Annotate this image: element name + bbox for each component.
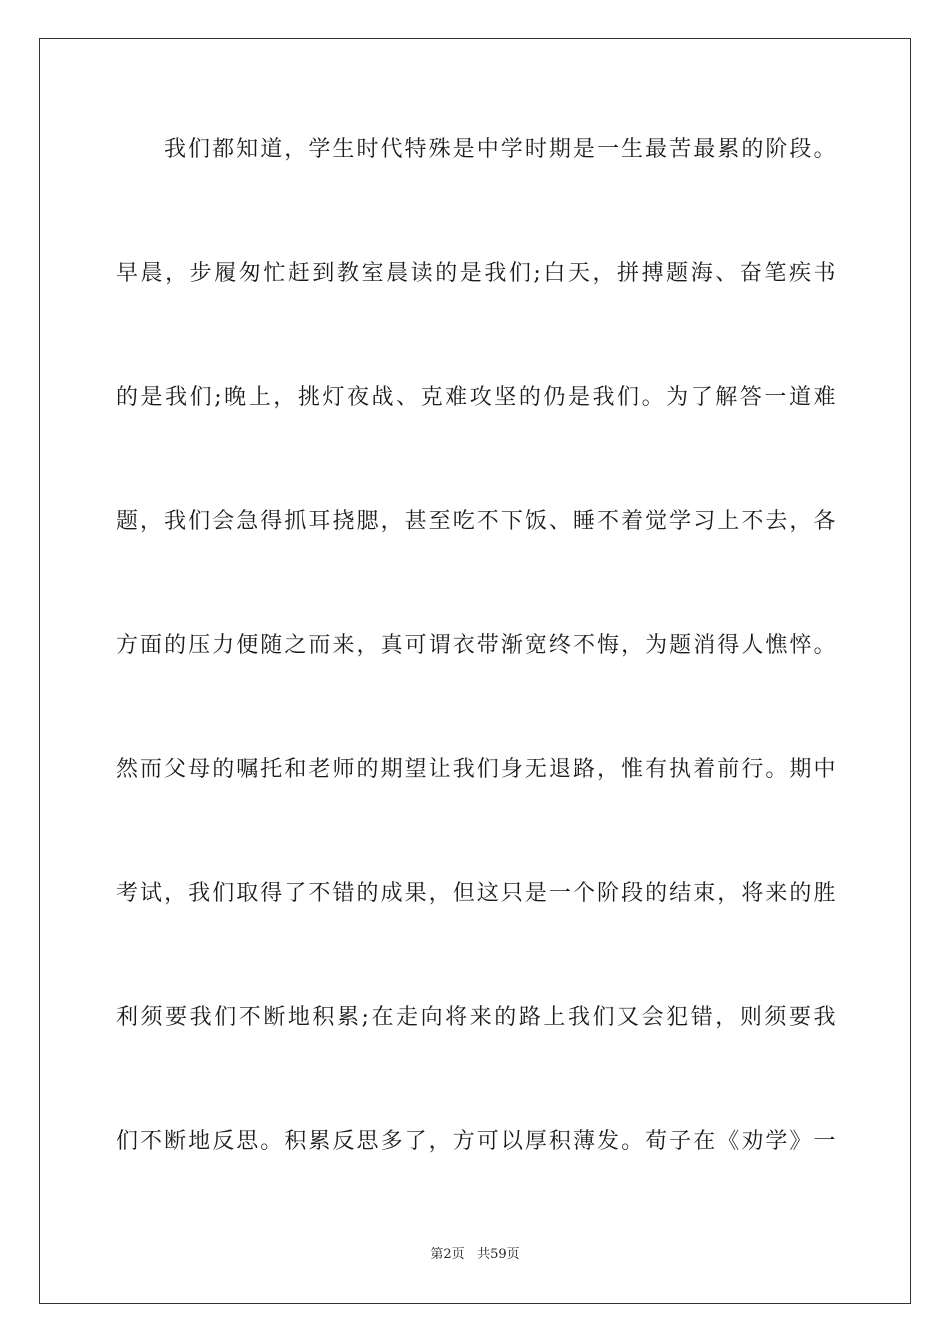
paragraph-line: 我们都知道，学生时代特殊是中学时期是一生最苦最累的阶段。 xyxy=(164,137,836,162)
paragraph-line: 题，我们会急得抓耳挠腮，甚至吃不下饭、睡不着觉学习上不去，各 xyxy=(116,509,836,534)
paragraph-line: 们不断地反思。积累反思多了，方可以厚积薄发。荀子在《劝学》一 xyxy=(116,1129,836,1154)
total-pages: 共59页 xyxy=(477,1247,520,1262)
paragraph-line: 然而父母的嘱托和老师的期望让我们身无退路，惟有执着前行。期中 xyxy=(116,757,836,782)
page-footer xyxy=(0,1245,950,1265)
paragraph-line: 利须要我们不断地积累;在走向将来的路上我们又会犯错，则须要我 xyxy=(116,1005,836,1030)
paragraph-line: 的是我们;晚上，挑灯夜战、克难攻坚的仍是我们。为了解答一道难 xyxy=(116,385,836,410)
page-number: 第2页 xyxy=(430,1247,465,1262)
paragraph-line: 方面的压力便随之而来，真可谓衣带渐宽终不悔，为题消得人憔悴。 xyxy=(116,633,836,658)
paragraph-line: 考试，我们取得了不错的成果，但这只是一个阶段的结束，将来的胜 xyxy=(116,881,836,906)
page-border xyxy=(39,38,911,1304)
paragraph-line: 早晨，步履匆忙赶到教室晨读的是我们;白天，拼搏题海、奋笔疾书 xyxy=(116,261,836,286)
